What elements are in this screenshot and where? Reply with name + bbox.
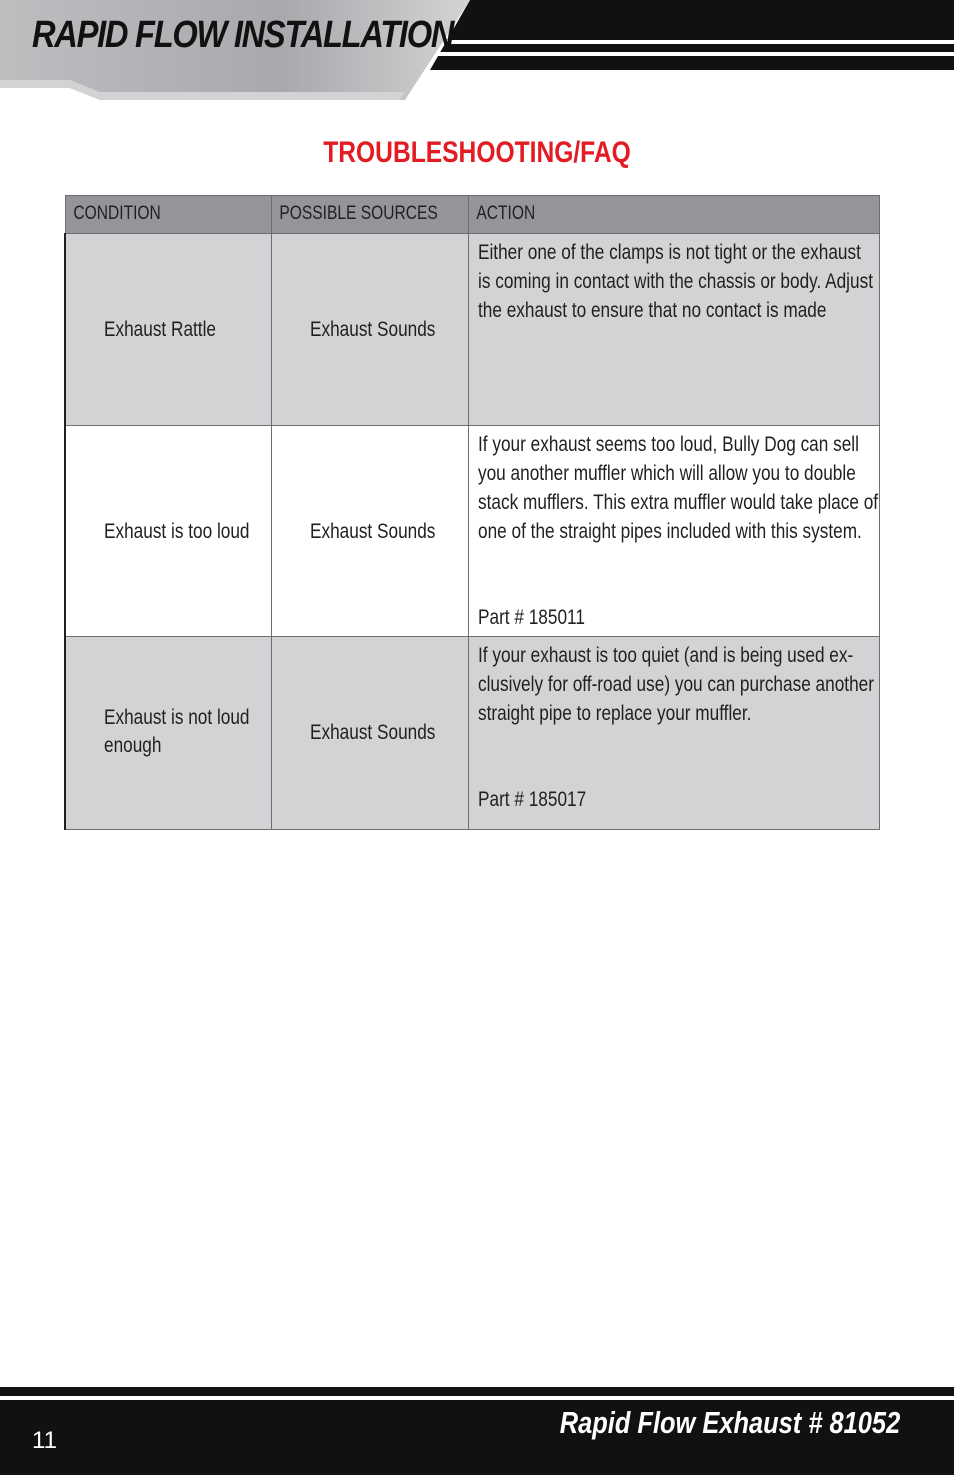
- footer-stripe: [0, 1387, 954, 1396]
- action-line: If your exhaust is too quiet (and is being used ex-: [477, 644, 853, 667]
- part-number: Part # 185017: [477, 788, 586, 811]
- action-line: If your exhaust seems too loud, Bully Dog can sell: [477, 433, 859, 456]
- header-banner: [0, 0, 954, 105]
- action-line: Either one of the clamps is not tight or the exhaust: [477, 241, 861, 264]
- section-title: TROUBLESHOOTING/FAQ: [323, 136, 631, 169]
- condition-text: Exhaust Rattle: [104, 318, 216, 341]
- action-line: is coming in contact with the chassis or body. Adjust: [477, 270, 873, 293]
- table-row: [65, 426, 879, 637]
- action-line: stack mufflers. This extra muffler would take place of: [477, 491, 878, 514]
- part-number: Part # 185011: [477, 606, 585, 629]
- table-row: [65, 637, 879, 830]
- column-header-condition: CONDITION: [65, 196, 271, 234]
- page-number: 11: [32, 1427, 57, 1454]
- source-text: Exhaust Sounds: [309, 520, 435, 543]
- source-text: Exhaust Sounds: [309, 721, 435, 744]
- column-header-action: ACTION: [468, 196, 879, 234]
- table-row: [65, 234, 879, 426]
- source-cell: [271, 234, 468, 426]
- action-line: one of the straight pipes included with this system.: [477, 520, 862, 543]
- source-cell: [271, 637, 468, 830]
- source-text: Exhaust Sounds: [309, 318, 435, 341]
- action-line: clusively for off-road use) you can purchase another: [477, 673, 874, 696]
- troubleshooting-table: [64, 195, 880, 830]
- action-cell: [468, 426, 879, 637]
- action-line: straight pipe to replace your muffler.: [477, 702, 751, 725]
- table-header-row: [65, 196, 879, 234]
- condition-text: enough: [104, 734, 162, 757]
- column-header-sources: POSSIBLE SOURCES: [271, 196, 468, 234]
- action-cell: [468, 637, 879, 830]
- condition-cell: [65, 637, 271, 830]
- source-cell: [271, 426, 468, 637]
- condition-cell: [65, 234, 271, 426]
- condition-text: Exhaust is not loud: [104, 706, 250, 729]
- action-line: you another muffler which will allow you to double: [477, 462, 856, 485]
- action-line: the exhaust to ensure that no contact is made: [477, 299, 826, 322]
- action-cell: [468, 234, 879, 426]
- condition-cell: [65, 426, 271, 637]
- header-title: RAPID FLOW INSTALLATION: [32, 14, 454, 56]
- condition-text: Exhaust is too loud: [104, 520, 250, 543]
- footer-title: Rapid Flow Exhaust # 81052: [559, 1405, 900, 1440]
